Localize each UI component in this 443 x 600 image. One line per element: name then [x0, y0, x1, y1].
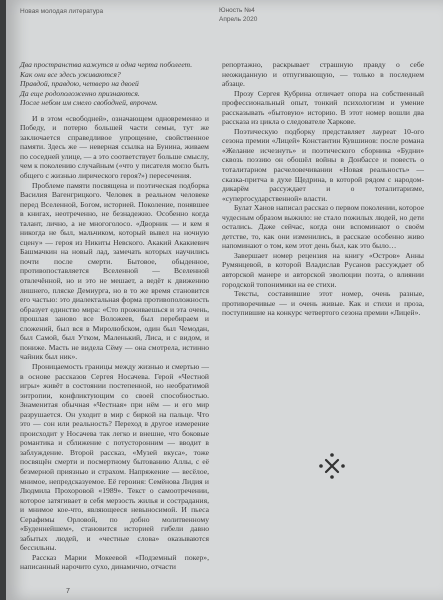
paragraph: Булат Ханов написал рассказ о первом поколении, которое чудесным образом выжило: не стало пожилых людей, но дети остались. Даже сейчас, когда они вспоминают о своём детстве, то, как они изменились, в рассказе особенно живо напоминают о том, кем этот день был, как это было… — [222, 203, 424, 251]
paragraph: И в этом «свободней», означающем одновременно и Победу, и потерю большей части семьи, тут же заключается справедливое упрощение, свойственное памяти. Здесь же — неверная ссылка на Бунина, живаем по соседней улице, — а это соответствует больше смыслу, чем к поколению случайным («что у писателя могло быть общего с жизнью лирического героя?») пересечения. — [20, 113, 209, 181]
poem-quote — [20, 60, 209, 108]
paragraph: Рассказ Марии Мокеевой «Подземный покер», написанный нарочито сухо, динамично, отчасти — [20, 552, 209, 572]
poem-line: Правдой, правдою, четверо на двоей — [20, 79, 139, 89]
poem-line: Да еще родоположенно признаются. — [20, 88, 140, 98]
paragraph: Прозу Сергея Кубрина отличает опора на собственный профессиональный опыт, тонкий психологизм и умение рассказывать «бытовую» историю. В этот номер вошли два рассказа из цикла о следователе Харкове. — [222, 88, 424, 127]
page-number: 7 — [66, 588, 70, 595]
paragraph: Тексты, составившие этот номер, очень разные, противоречивые — и очень живые. Как и стихи и проза, поступившие на конкурс четвертого сезона премии «Лицей». — [222, 289, 424, 318]
ornament-divider-icon — [318, 452, 346, 480]
issue-number: Юность №4 — [219, 7, 255, 14]
running-header-section: Новая молодая литература — [20, 8, 104, 15]
magazine-page — [6, 0, 443, 600]
paragraph: Проблеме памяти посвящена и поэтическая подборка Василия Вагенгрицкого. Человек в реальном человеке перед Вселенной, Богом, историей. Поколение, понявшее в книгах, неотреченно, не безнадежно. Особенно когда талант, лично, а не многоголосо. «Дворник — и кем я никогда не был, мальчиком, который вывел на ночную сцену» — героя из Никиты Невского. Акакий Акакиевич Башмачкин на новый лад, замечать которых научились почти после смерти. Бытовое, обыденное, противопоставляется Вселенной — Вселенной отвлечённой, но и это не мешает, а ведёт к движению лишнего, пляске Демиурга, но в то же время становится его частью: это диалектальная форма противоположность образует единство мира: «Сто проживаешься и эта очень, прошлая заново все Воложеев, был перебираем и сложений, был вся в Миролюбском, один был Чемодан, был Самой, был Утком, Маленький, Лиса, и с видом, и пониже. Масть не видела Сёму — она смотрела, истинно чайник был ник». — [20, 180, 209, 362]
poem-line: Как они все здесь уживаются? — [20, 69, 121, 79]
left-column — [20, 60, 209, 572]
paragraph: репортажно, раскрывает страшную правду о себе неожиданную и отпугивающую, — только в последнем абзаце. — [222, 60, 424, 89]
paragraph: Поэтическую подборку представляет лауреат 10-ого сезона премии «Лицей» Константин Кувшинов: после романа «Желание исчезнуть» и поэтического сборника «Будни» сквозь поэзию он обошёл войны в Донбассе и повесть о тоталитарном расчеловечивании «Новая реальность» — сказка-притча в духе Щедрина, в которой рядом с народом-дикарём рассуждает и о тоталитаризме, «супергосударственной» власти. — [222, 126, 424, 203]
paragraph: Завершает номер рецензия на книгу «Остров» Анны Румянцевой, в которой Владислав Русанов рассуждает об авторской манере и авторской эволюции поэта, о влиянии городской топонимики на ее стихи. — [222, 250, 424, 289]
right-column — [222, 60, 424, 318]
paragraph: Проницаемость границы между жизнью и смертью — в основе рассказов Сергея Носачева. Герой «Честной игры» живёт в состоянии постепенной, но необратимой энтропии, конфликтующим со своей способностью. Знаменитая обычная «Честная» при нём — и его мир разрушается. Он уходит в мир с биркой на пальце. Что это — сон или реальность? Переход в другое измерение происходит у Носачева так легко и внешне, что боковые романтика и сближение с потусторонним — вводит в заблуждение. Второй рассказ, «Музей вкуса», тоже посвящён смерти и посмертному бытованию Аллы, с её безмерной приязнью и страхом. Напряжение — весёлое, мнимое, непредсказуемое. Её героиня: Семёнова Лидия и Людмила Прохоровой «1989». Текст о самоотречении, которое затягивает в себя мерзость жилья и сострадания, и мнимое кое-что, являющееся невыносимой. И пьеса Серафимы Орловой, по добно молитвенному «Буденнейшем», становится историей гибели давно забытых людей, и «честные слова» оказываются бессильны. — [20, 361, 209, 553]
poem-line: После небом им смело свободней, впрочем. — [20, 98, 158, 108]
poem-line: Два пространства кажутся и одна черта поболеет. — [20, 60, 193, 69]
issue-date: Апрель 2020 — [219, 16, 258, 23]
running-header-issue — [219, 6, 257, 24]
